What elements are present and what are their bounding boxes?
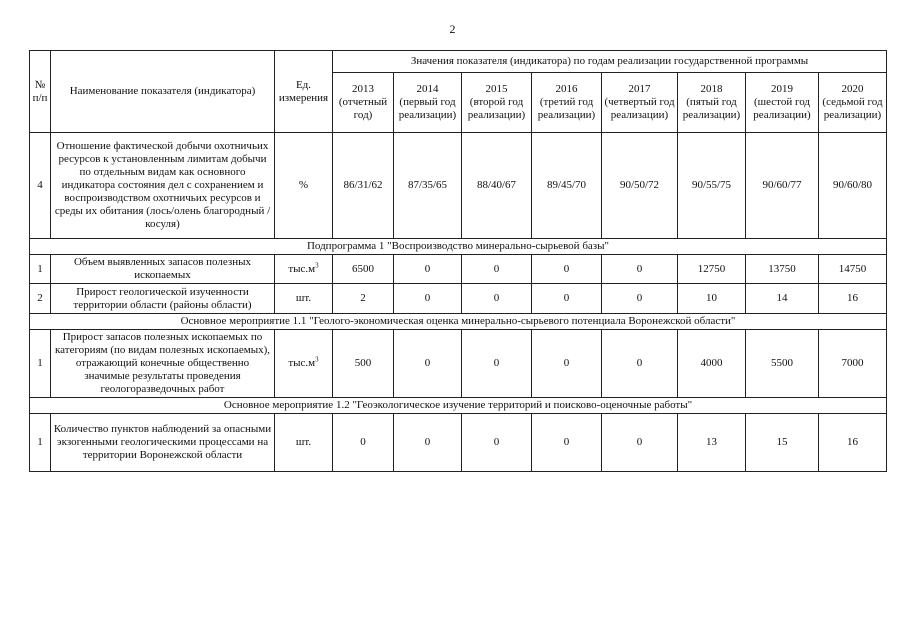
table-row — [30, 284, 887, 314]
value-cell: 0 — [333, 414, 394, 472]
section-row — [30, 398, 887, 414]
value-cell: 0 — [462, 330, 532, 398]
value-cell: 89/45/70 — [532, 133, 602, 239]
value-cell: 16 — [819, 414, 887, 472]
year-note: (пятый год реализации) — [682, 96, 741, 121]
row-number: 1 — [30, 255, 51, 284]
unit-header: Ед. измерения — [275, 51, 333, 133]
indicator-name: Отношение фактической добычи охотничьих ресурсов к установленным лимитам добычи по отдельным видам как основного индикатора состояния дел с сохранением и воспроизводством охотничьих ресурсов и среды их обитания (лось/олень благородный /косуля) — [51, 133, 275, 239]
year-label: 2017 — [628, 83, 651, 95]
value-cell: 90/60/77 — [746, 133, 819, 239]
table-row — [30, 255, 887, 284]
page-number: 2 — [449, 22, 456, 36]
value-cell: 86/31/62 — [333, 133, 394, 239]
year-header — [746, 73, 819, 133]
section-row — [30, 239, 887, 255]
value-cell: 0 — [602, 414, 678, 472]
row-number: 1 — [30, 330, 51, 398]
unit-cell — [275, 284, 333, 314]
year-header — [462, 73, 532, 133]
value-cell: 10 — [678, 284, 746, 314]
year-note: (седьмой год реализации) — [822, 96, 883, 121]
unit-superscript: 3 — [315, 260, 319, 269]
year-note: (отчетный год) — [338, 96, 388, 121]
value-cell: 0 — [532, 255, 602, 284]
name-header: Наименование показателя (индикатора) — [51, 51, 275, 133]
indicator-name: Прирост запасов полезных ископаемых по категориям (по видам полезных ископаемых), отражающий конечные общественно значимые результаты проведения геологоразведочных работ — [51, 330, 275, 398]
value-cell: 0 — [602, 255, 678, 284]
table-row — [30, 414, 887, 472]
table-row — [30, 330, 887, 398]
unit-text: % — [298, 179, 309, 191]
unit-cell — [275, 255, 333, 284]
unit-cell — [275, 330, 333, 398]
value-cell: 0 — [462, 414, 532, 472]
year-label: 2013 — [352, 83, 374, 95]
value-cell: 90/50/72 — [602, 133, 678, 239]
row-number: 1 — [30, 414, 51, 472]
value-cell: 0 — [394, 330, 462, 398]
value-cell: 87/35/65 — [394, 133, 462, 239]
value-cell: 14750 — [819, 255, 887, 284]
indicator-name: Прирост геологической изученности территории области (районы области) — [51, 284, 275, 314]
year-label: 2019 — [771, 83, 793, 95]
value-cell: 88/40/67 — [462, 133, 532, 239]
value-cell: 5500 — [746, 330, 819, 398]
value-cell: 0 — [462, 255, 532, 284]
section-row — [30, 314, 887, 330]
unit-text: тыс.м — [288, 262, 316, 275]
num-header: № п/п — [30, 51, 51, 133]
year-note: (второй год реализации) — [467, 96, 526, 121]
year-header — [333, 73, 394, 133]
value-cell: 13750 — [746, 255, 819, 284]
section-title: Подпрограмма 1 "Воспроизводство минерально-сырьевой базы" — [30, 239, 887, 255]
value-cell: 0 — [602, 330, 678, 398]
value-cell: 0 — [394, 414, 462, 472]
value-cell: 90/60/80 — [819, 133, 887, 239]
year-header — [819, 73, 887, 133]
unit-cell — [275, 414, 333, 472]
value-cell: 0 — [462, 284, 532, 314]
value-cell: 0 — [394, 255, 462, 284]
value-cell: 90/55/75 — [678, 133, 746, 239]
year-label: 2015 — [485, 83, 508, 95]
year-header — [678, 73, 746, 133]
year-label: 2016 — [555, 83, 578, 95]
unit-text: тыс.м — [288, 357, 316, 369]
indicator-name: Количество пунктов наблюдений за опасными экзогенными геологическими процессами на территории Воронежской области — [51, 414, 275, 472]
year-note: (четвертый год реализации) — [604, 96, 675, 121]
value-cell: 7000 — [819, 330, 887, 398]
value-cell: 500 — [333, 330, 394, 398]
value-cell: 6500 — [333, 255, 394, 284]
value-cell: 13 — [678, 414, 746, 472]
value-cell: 16 — [819, 284, 887, 314]
unit-text: шт. — [295, 292, 312, 304]
value-cell: 12750 — [678, 255, 746, 284]
value-cell: 2 — [333, 284, 394, 314]
unit-text: шт. — [295, 436, 312, 448]
table-row — [30, 133, 887, 239]
section-title: Основное мероприятие 1.1 "Геолого-экономическая оценка минерально-сырьевого потенциала Воронежской области" — [30, 314, 887, 330]
section-title: Основное мероприятие 1.2 "Геоэкологическое изучение территорий и поисково-оценочные работы" — [30, 398, 887, 414]
value-cell: 0 — [532, 284, 602, 314]
year-note: (шестой год реализации) — [753, 96, 811, 121]
value-cell: 14 — [746, 284, 819, 314]
year-header — [602, 73, 678, 133]
row-number: 2 — [30, 284, 51, 314]
year-header — [394, 73, 462, 133]
unit-superscript: 3 — [315, 355, 319, 364]
indicator-name: Объем выявленных запасов полезных ископаемых — [51, 255, 275, 284]
year-note: (третий год реализации) — [537, 96, 596, 121]
year-label: 2020 — [841, 83, 864, 95]
values-header: Значения показателя (индикатора) по годам реализации государственной программы — [333, 51, 887, 73]
value-cell: 15 — [746, 414, 819, 472]
value-cell: 4000 — [678, 330, 746, 398]
value-cell: 0 — [532, 414, 602, 472]
unit-cell — [275, 133, 333, 239]
indicators-table — [29, 50, 887, 472]
year-note: (первый год реализации) — [398, 96, 457, 121]
year-header — [532, 73, 602, 133]
year-label: 2014 — [416, 83, 439, 95]
value-cell: 0 — [532, 330, 602, 398]
header-row-1 — [30, 51, 887, 73]
value-cell: 0 — [394, 284, 462, 314]
value-cell: 0 — [602, 284, 678, 314]
year-label: 2018 — [700, 83, 723, 95]
row-number: 4 — [30, 133, 51, 239]
